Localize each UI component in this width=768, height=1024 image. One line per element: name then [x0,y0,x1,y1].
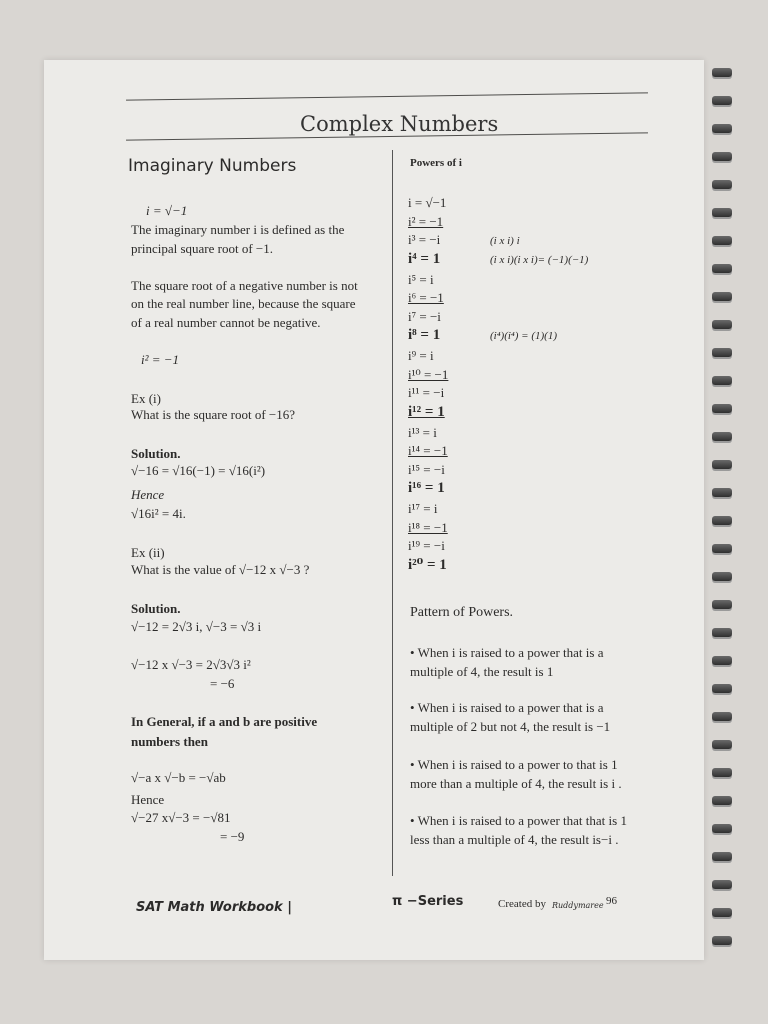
power-row: i¹² = 1 [408,403,445,420]
power-explanation: (i⁴)(i⁴) = (1)(1) [490,330,557,342]
example-question: What is the square root of −16? [131,407,296,422]
powers-heading: Powers of i [410,157,462,169]
power-row: i² = −1 [408,213,444,229]
power-row: i¹⁵ = −i [408,461,445,477]
math-line: √16i² = 4i. [131,506,186,521]
power-row: i⁸ = 1 [408,327,441,343]
power-row: i⁷ = −i [408,308,441,324]
paragraph-line: The imaginary number i is defined as the [131,222,345,237]
power-row: i²⁰ = 1 [408,556,447,573]
power-row: i⁴ = 1 [408,250,441,267]
general-statement: numbers then [131,734,208,749]
power-row: i¹⁶ = 1 [408,480,445,496]
hence-label: Hence [131,792,165,807]
math-line: = −6 [210,676,235,691]
hence-label: Hence [131,487,165,502]
spiral-binding [708,60,736,960]
solution-label: Solution. [131,601,181,616]
power-row: i = √−1 [408,195,447,210]
paragraph-line: of a real number cannot be negative. [131,315,321,330]
footer-series: π −Series [392,894,464,909]
power-row: i⁵ = i [408,271,434,287]
math-line: = −9 [220,829,245,844]
power-row: i¹¹ = −i [408,385,445,400]
column-divider [392,150,393,876]
power-row: i¹⁴ = −1 [408,443,448,458]
power-explanation: (i x i) i [490,235,520,247]
power-row: i¹⁹ = −i [408,538,445,553]
math-line: √−a x √−b = −√ab [131,770,226,785]
i-definition: i = √−1 [146,203,188,218]
solution-label: Solution. [131,446,181,461]
pattern-heading: Pattern of Powers. [410,605,514,620]
example-label: Ex (ii) [131,545,165,560]
footer-book-title: SAT Math Workbook | [136,900,292,915]
power-row: i¹⁸ = −1 [408,519,448,535]
bullet-line: • When i is raised to a power that is a [410,645,604,660]
power-row: i⁹ = i [408,348,434,363]
power-row: i¹⁷ = i [408,501,438,516]
footer-created: Created by [498,898,546,910]
bullet-line: multiple of 4, the result is 1 [410,664,554,679]
math-line: √−12 x √−3 = 2√3√3 i² [131,657,251,672]
power-row: i⁶ = −1 [408,290,444,305]
page-title: Complex Numbers [300,112,499,136]
paragraph-line: on the real number line, because the square [131,296,356,311]
power-row: i¹⁰ = −1 [408,366,449,382]
bullet-line: • When i is raised to a power that that is 1 [410,813,627,828]
power-explanation: (i x i)(i x i)= (−1)(−1) [490,253,589,266]
bullet-line: more than a multiple of 4, the result is i . [410,776,622,791]
section-heading: Imaginary Numbers [128,156,297,176]
math-line: √−27 x√−3 = −√81 [131,810,231,825]
bullet-line: less than a multiple of 4, the result is−i . [410,832,619,847]
bullet-line: multiple of 2 but not 4, the result is −1 [410,719,611,734]
footer-page-number: 96 [606,895,617,907]
math-line: √−16 = √16(−1) = √16(i²) [131,463,266,478]
footer-signature: Ruddymaree [552,901,604,910]
paragraph-line: principal square root of −1. [131,241,273,256]
bullet-line: • When i is raised to a power that is a [410,700,604,715]
i-squared: i² = −1 [141,352,180,367]
paragraph-line: The square root of a negative number is not [131,278,358,293]
general-statement: In General, if a and b are positive [131,714,318,729]
example-question: What is the value of √−12 x √−3 ? [131,562,310,577]
power-row: i¹³ = i [408,424,437,440]
math-line: √−12 = 2√3 i, √−3 = √3 i [131,619,262,634]
example-label: Ex (i) [131,391,161,406]
power-row: i³ = −i [408,232,441,247]
bullet-line: • When i is raised to a power to that is 1 [410,757,618,772]
